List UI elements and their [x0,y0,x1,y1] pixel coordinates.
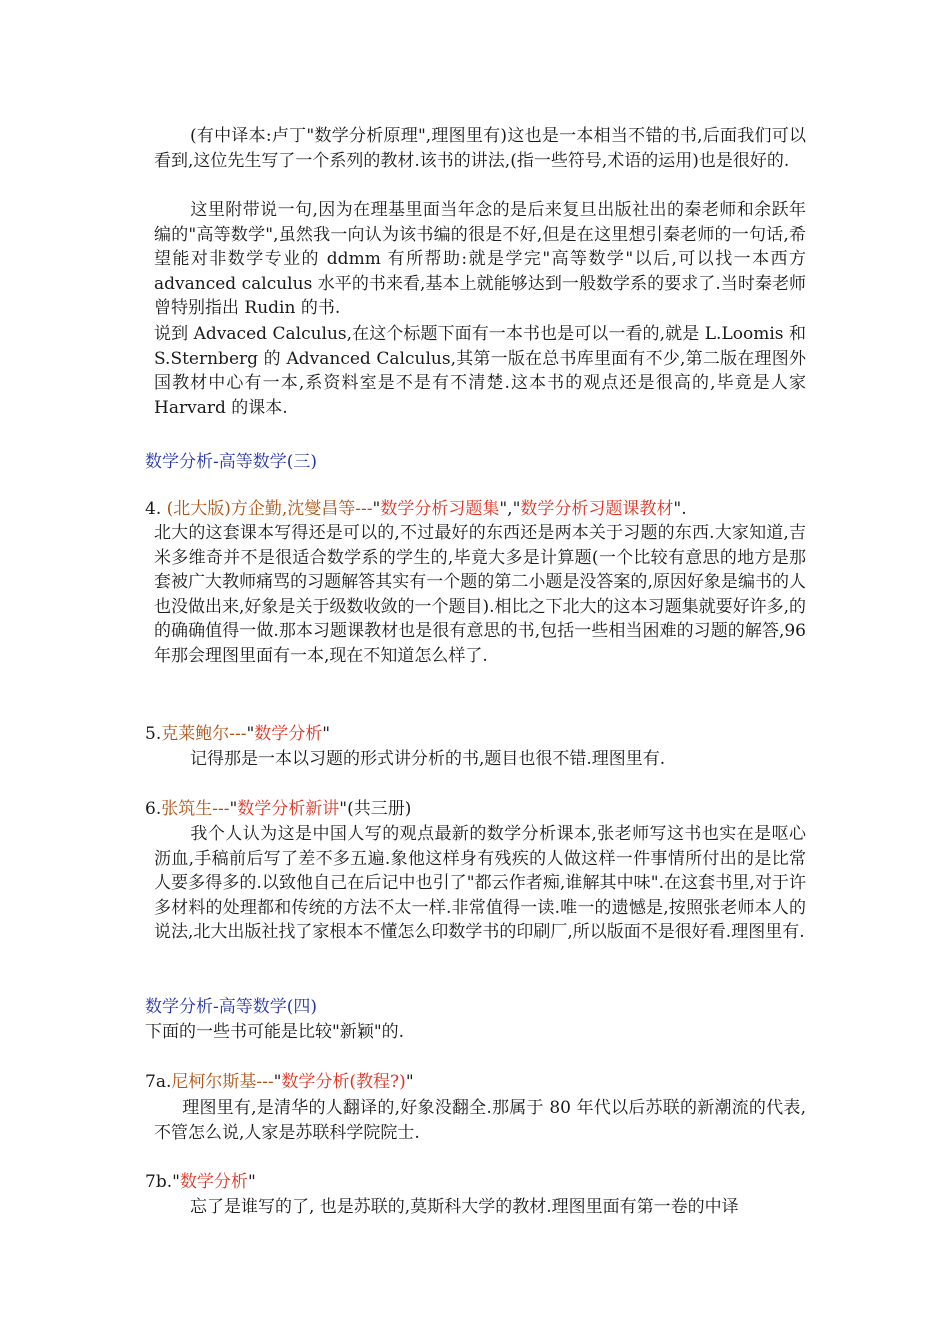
book-item-4: 4. (北大版)方企勤,沈燮昌等---"数学分析习题集","数学分析习题课教材". [145,499,687,519]
paragraph-rudin-translation: (有中译本:卢丁"数学分析原理",理图里有)这也是一本相当不错的书,后面我们可以看到,这位先生写了一个系列的教材.该书的讲法,(指一些符号,术语的运用)也是很好的. [154,126,806,171]
paragraph-item-4: 北大的这套课本写得还是可以的,不过最好的东西还是两本关于习题的东西.大家知道,吉米多维奇并不是很适合数学系的学生的,毕竟大多是计算题(一个比较有意思的地方是那套被广大教师痛骂的习题解答其实有一个题的第二小题是没答案的,原因好象是编书的人也没做出来,好象是关于级数收敛的一个题目).相比之下北大的这本习题集就要好许多,的的确确值得一做.那本习题课教材也是很有意思的书,包括一些相当困难的习题的解答,96 年那会理图里面有一本,现在不知道怎么样了. [154,523,806,666]
book-item-6: 6.张筑生---"数学分析新讲"(共三册) [145,799,412,819]
paragraph-advanced-calculus-advice: 这里附带说一句,因为在理基里面当年念的是后来复旦出版社出的秦老师和余跃年编的"高等数学",虽然我一向认为该书编的很是不好,但是在这里想引秦老师的一句话,希望能对非数学专业的 ddmm 有所帮助:就是学完"高等数学"以后,可以找一本西方 advanced calculus 水平的书来看,基本上就能够达到一般数学系的要求了.当时秦老师曾特别指出 Rudin 的书. [154,200,806,318]
paragraph-item-6: 我个人认为这是中国人写的观点最新的数学分析课本,张老师写这书也实在是呕心沥血,手稿前后写了差不多五遍.象他这样身有残疾的人做这样一件事情所付出的是比常人要多得多的.以致他自己在后记中也引了"都云作者痴,谁解其中味".在这套书里,对于许多材料的处理都和传统的方法不太一样.非常值得一读.唯一的遗憾是,按照张老师本人的说法,北大出版社找了家根本不懂怎么印数学书的印刷厂,所以版面不是很好看.理图里有. [154,824,806,942]
book-item-5: 5.克莱鲍尔---"数学分析" [145,724,331,744]
intro-line-4: 下面的一些书可能是比较"新颖"的. [145,1022,405,1042]
book-item-7a: 7a.尼柯尔斯基---"数学分析(教程?)" [145,1072,414,1092]
paragraph-item-7b: 忘了是谁写的了, 也是苏联的,莫斯科大学的教材.理图里面有第一卷的中译 [190,1197,739,1217]
paragraph-loomis-sternberg: 说到 Advaced Calculus,在这个标题下面有一本书也是可以一看的,就是 L.Loomis 和 S.Sternberg 的 Advanced Calculus,其第一版在总书库里面有不少,第二版在理图外国教材中心有一本,系资料室是不是有不清楚.这本书的观点还是很高的,毕竟是人家 Harvard 的课本. [154,324,806,418]
book-item-7b: 7b."数学分析" [145,1172,256,1192]
paragraph-item-7a: 理图里有,是清华的人翻译的,好象没翻全.那属于 80 年代以后苏联的新潮流的代表,不管怎么说,人家是苏联科学院院士. [154,1098,806,1143]
section-heading-4: 数学分析-高等数学(四) [145,997,318,1017]
paragraph-item-5: 记得那是一本以习题的形式讲分析的书,题目也很不错.理图里有. [190,749,666,769]
section-heading-3: 数学分析-高等数学(三) [145,452,318,472]
